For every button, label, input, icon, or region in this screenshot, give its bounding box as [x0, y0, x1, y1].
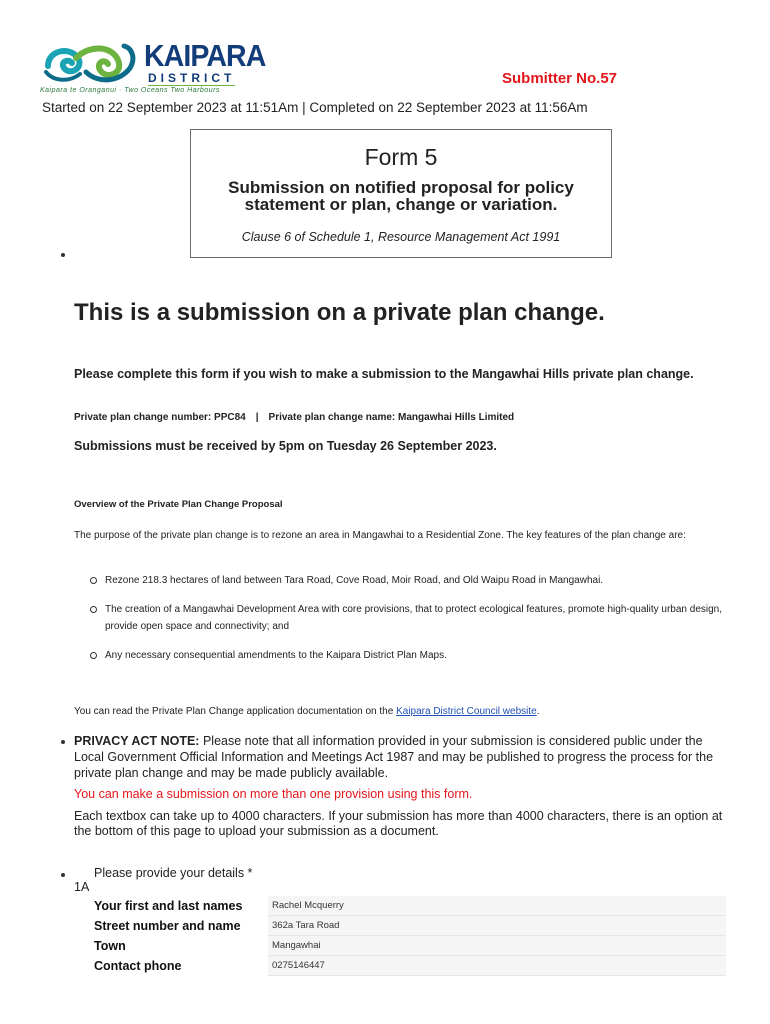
- list-item: Any necessary consequential amendments to the Kaipara District Plan Maps.: [90, 647, 740, 664]
- town-field[interactable]: Mangawhai: [268, 936, 726, 956]
- plan-change-separator: |: [255, 412, 259, 423]
- read-documentation-text: You can read the Private Plan Change application documentation on the Kaipara District Council website.: [74, 706, 540, 717]
- form-clause: Clause 6 of Schedule 1, Resource Management Act 1991: [241, 230, 561, 244]
- table-row: [94, 956, 726, 976]
- submission-deadline: Submissions must be received by 5pm on Tuesday 26 September 2023.: [74, 439, 497, 453]
- logo-wordmark: KAIPARA: [144, 38, 266, 73]
- character-limit-note: Each textbox can take up to 4000 characters. If your submission has more than 4000 characters, there is an option at the bottom of this page to upload your submission as a document.: [74, 809, 723, 838]
- form-subtitle: [191, 179, 611, 213]
- council-website-link[interactable]: Kaipara District Council website: [396, 706, 537, 717]
- form-subtitle-line2: statement or plan, change or variation.: [244, 195, 558, 214]
- form-header-box: [190, 129, 612, 258]
- question-number: 1A: [74, 880, 90, 894]
- multiple-provision-note: You can make a submission on more than one provision using this form.: [74, 787, 473, 801]
- phone-field[interactable]: 0275146447: [268, 956, 726, 976]
- circle-bullet-icon: [90, 577, 97, 584]
- form-title: Form 5: [364, 144, 438, 170]
- list-item: Rezone 218.3 hectares of land between Tara Road, Cove Road, Moir Road, and Old Waipu Road in Mangawhai.: [90, 572, 740, 589]
- plan-change-number: Private plan change number: PPC84: [74, 412, 246, 423]
- details-table: [94, 896, 726, 976]
- privacy-label: PRIVACY ACT NOTE:: [74, 734, 200, 748]
- logo-subtitle: DISTRICT: [148, 71, 236, 85]
- street-field[interactable]: 362a Tara Road: [268, 916, 726, 936]
- features-list: [90, 572, 740, 676]
- bullet-dot: [61, 873, 65, 877]
- plan-change-info: [74, 412, 514, 423]
- instructions-text: Please complete this form if you wish to make a submission to the Mangawhai Hills private plan change.: [74, 367, 694, 381]
- form-subtitle-line1: Submission on notified proposal for policy: [228, 178, 574, 197]
- circle-bullet-icon: [90, 652, 97, 659]
- page-heading: This is a submission on a private plan change.: [74, 299, 605, 326]
- name-field[interactable]: Rachel Mcquerry: [268, 896, 726, 916]
- kaipara-logo: [40, 38, 266, 98]
- bullet-dot: [61, 740, 65, 744]
- privacy-note: PRIVACY ACT NOTE: Please note that all information provided in your submission is considered public under the Local Government Official Information and Meetings Act 1987 and may be published to progress the process for the private plan change and may be made publicly available.: [74, 734, 714, 780]
- list-item: The creation of a Mangawhai Development Area with core provisions, that to protect ecological features, promote high-quality urban design, provide open space and connectivity; and: [90, 601, 740, 635]
- kaipara-swirl-icon: [40, 38, 140, 88]
- plan-change-name: Private plan change name: Mangawhai Hills Limited: [268, 412, 515, 423]
- phone-label: Contact phone: [94, 958, 182, 973]
- submitter-number: Submitter No.57: [502, 70, 618, 87]
- street-label: Street number and name: [94, 918, 241, 933]
- table-row: [94, 916, 726, 936]
- name-label: Your first and last names: [94, 898, 243, 913]
- town-label: Town: [94, 938, 126, 953]
- circle-bullet-icon: [90, 606, 97, 613]
- overview-heading: Overview of the Private Plan Change Proposal: [74, 499, 283, 510]
- bullet-dot: [61, 253, 65, 257]
- completion-timestamps: Started on 22 September 2023 at 11:51Am | Completed on 22 September 2023 at 11:56Am: [42, 100, 588, 115]
- table-row: [94, 936, 726, 956]
- purpose-text: The purpose of the private plan change is to rezone an area in Mangawhai to a Residential Zone. The key features of the plan change are:: [74, 530, 686, 541]
- details-question: Please provide your details *: [94, 866, 253, 880]
- logo-tagline: Kaipara te Oranganui · Two Oceans Two Harbours: [40, 87, 220, 94]
- table-row: [94, 896, 726, 916]
